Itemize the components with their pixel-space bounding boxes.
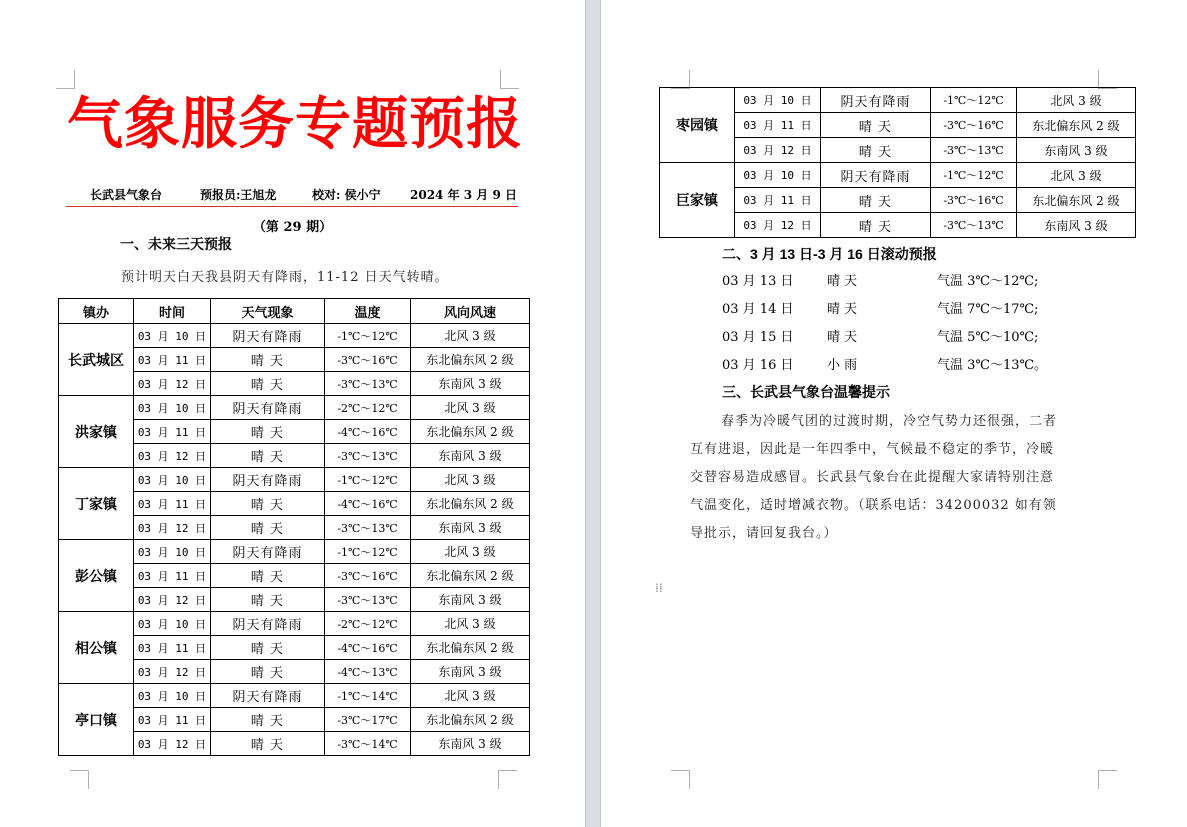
date-cell: 03 月 11 日 <box>134 420 211 444</box>
temp-cell: -3℃～13℃ <box>325 588 411 612</box>
rolling-temp: 气温 7℃～17℃; <box>937 302 1039 317</box>
rolling-weather: 晴 天 <box>827 274 858 289</box>
wind-cell: 东南风 3 级 <box>1017 213 1136 238</box>
weather-cell: 晴 天 <box>821 113 931 138</box>
weather-cell: 晴 天 <box>211 372 325 396</box>
town-name-cell: 丁家镇 <box>59 468 134 540</box>
tip-line: 春季为冷暖气团的过渡时期，冷空气势力还很强，二者 <box>721 414 1058 429</box>
temp-cell: -1℃～12℃ <box>325 540 411 564</box>
section-heading-2: 二、3 月 13 日-3 月 16 日滚动预报 <box>722 246 937 262</box>
temp-cell: -3℃～13℃ <box>325 372 411 396</box>
wind-cell: 北风 3 级 <box>1017 163 1136 188</box>
date-cell: 03 月 10 日 <box>134 396 211 420</box>
weather-cell: 阴天有降雨 <box>821 88 931 113</box>
rolling-date: 03 月 15 日 <box>722 330 794 345</box>
crop-mark <box>671 770 690 789</box>
section-heading-3: 三、长武县气象台温馨提示 <box>722 384 890 400</box>
weather-cell: 阴天有降雨 <box>211 468 325 492</box>
weather-cell: 阴天有降雨 <box>821 163 931 188</box>
temp-cell: -3℃～16℃ <box>931 188 1017 213</box>
rolling-date: 03 月 16 日 <box>722 358 794 373</box>
weather-cell: 阴天有降雨 <box>211 684 325 708</box>
weather-cell: 阴天有降雨 <box>211 324 325 348</box>
proofreader-name: 校对: 侯小宁 <box>312 188 381 202</box>
forecast-summary: 预计明天白天我县阴天有降雨，11-12 日天气转晴。 <box>121 270 449 285</box>
date-cell: 03 月 11 日 <box>134 636 211 660</box>
table-row <box>59 540 530 564</box>
table-row <box>660 163 1136 188</box>
weather-cell: 晴 天 <box>211 444 325 468</box>
temp-cell: -4℃～16℃ <box>325 492 411 516</box>
issue-date: 2024 年 3 月 9 日 <box>410 188 517 202</box>
date-cell: 03 月 12 日 <box>134 660 211 684</box>
date-cell: 03 月 10 日 <box>134 324 211 348</box>
date-cell: 03 月 10 日 <box>735 88 821 113</box>
temp-cell: -1℃～12℃ <box>931 88 1017 113</box>
town-name-cell: 彭公镇 <box>59 540 134 612</box>
table-header-row <box>59 299 530 324</box>
column-header: 时间 <box>134 299 211 324</box>
table-row <box>59 324 530 348</box>
table-row <box>660 88 1136 113</box>
weather-cell: 阴天有降雨 <box>211 612 325 636</box>
date-cell: 03 月 12 日 <box>735 213 821 238</box>
temp-cell: -1℃～12℃ <box>325 468 411 492</box>
temp-cell: -4℃～16℃ <box>325 636 411 660</box>
rolling-date: 03 月 13 日 <box>722 274 794 289</box>
wind-cell: 东北偏东风 2 级 <box>411 708 530 732</box>
weather-cell: 晴 天 <box>211 420 325 444</box>
wind-cell: 东南风 3 级 <box>1017 138 1136 163</box>
wind-cell: 北风 3 级 <box>411 612 530 636</box>
date-cell: 03 月 10 日 <box>134 684 211 708</box>
wind-cell: 东南风 3 级 <box>411 660 530 684</box>
weather-cell: 晴 天 <box>211 564 325 588</box>
wind-cell: 东南风 3 级 <box>411 372 530 396</box>
wind-cell: 北风 3 级 <box>411 396 530 420</box>
weather-cell: 晴 天 <box>211 516 325 540</box>
forecast-table <box>58 298 530 756</box>
table-row <box>59 396 530 420</box>
column-header: 天气现象 <box>211 299 325 324</box>
header-divider <box>66 206 518 207</box>
date-cell: 03 月 10 日 <box>134 540 211 564</box>
wind-cell: 东北偏东风 2 级 <box>411 348 530 372</box>
wind-cell: 东南风 3 级 <box>411 732 530 756</box>
temp-cell: -3℃～13℃ <box>325 444 411 468</box>
table-row <box>59 468 530 492</box>
crop-mark <box>498 770 517 789</box>
temp-cell: -3℃～16℃ <box>325 564 411 588</box>
table-row <box>59 684 530 708</box>
crop-mark <box>70 770 89 789</box>
wind-cell: 东北偏东风 2 级 <box>1017 188 1136 213</box>
page-gutter <box>585 0 601 827</box>
wind-cell: 北风 3 级 <box>411 468 530 492</box>
temp-cell: -3℃～14℃ <box>325 732 411 756</box>
town-name-cell: 枣园镇 <box>660 88 735 163</box>
column-header: 镇办 <box>59 299 134 324</box>
rolling-temp: 气温 5℃～10℃; <box>937 330 1039 345</box>
temp-cell: -2℃～12℃ <box>325 612 411 636</box>
weather-cell: 晴 天 <box>211 732 325 756</box>
weather-cell: 晴 天 <box>211 588 325 612</box>
temp-cell: -1℃～14℃ <box>325 684 411 708</box>
temp-cell: -3℃～16℃ <box>325 348 411 372</box>
weather-cell: 阴天有降雨 <box>211 396 325 420</box>
agency-name: 长武县气象台 <box>90 188 163 202</box>
date-cell: 03 月 11 日 <box>134 564 211 588</box>
temp-cell: -3℃～13℃ <box>931 213 1017 238</box>
document-page-1 <box>0 0 585 827</box>
warm-tip-paragraph <box>690 408 1102 548</box>
date-cell: 03 月 11 日 <box>134 492 211 516</box>
date-cell: 03 月 10 日 <box>134 468 211 492</box>
temp-cell: -3℃～17℃ <box>325 708 411 732</box>
rolling-temp: 气温 3℃～13℃。 <box>937 358 1048 373</box>
drag-handle-icon[interactable]: ⁞⁞ <box>655 581 663 595</box>
tip-line: 导批示，请回复我台。） <box>690 526 838 541</box>
date-cell: 03 月 10 日 <box>735 163 821 188</box>
date-cell: 03 月 12 日 <box>134 516 211 540</box>
temp-cell: -3℃～13℃ <box>325 516 411 540</box>
tip-line: 互有进退，因此是一年四季中，气候最不稳定的季节，冷暖 <box>690 442 1055 457</box>
date-cell: 03 月 12 日 <box>134 588 211 612</box>
weather-cell: 阴天有降雨 <box>211 540 325 564</box>
weather-cell: 晴 天 <box>821 138 931 163</box>
date-cell: 03 月 12 日 <box>735 138 821 163</box>
wind-cell: 北风 3 级 <box>1017 88 1136 113</box>
weather-cell: 晴 天 <box>211 708 325 732</box>
temp-cell: -1℃～12℃ <box>931 163 1017 188</box>
document-title: 气象服务专题预报 <box>67 91 523 157</box>
weather-cell: 晴 天 <box>821 213 931 238</box>
section-heading-1: 一、未来三天预报 <box>120 236 232 252</box>
weather-cell: 晴 天 <box>211 660 325 684</box>
rolling-temp: 气温 3℃～12℃; <box>937 274 1039 289</box>
date-cell: 03 月 11 日 <box>735 113 821 138</box>
column-header: 温度 <box>325 299 411 324</box>
date-cell: 03 月 12 日 <box>134 444 211 468</box>
wind-cell: 东北偏东风 2 级 <box>1017 113 1136 138</box>
tip-line: 交替容易造成感冒。长武县气象台在此提醒大家请特别注意 <box>690 470 1055 485</box>
town-name-cell: 洪家镇 <box>59 396 134 468</box>
rolling-weather: 晴 天 <box>827 302 858 317</box>
town-name-cell: 亭口镇 <box>59 684 134 756</box>
date-cell: 03 月 11 日 <box>134 708 211 732</box>
table-row <box>59 612 530 636</box>
weather-cell: 晴 天 <box>211 348 325 372</box>
weather-cell: 晴 天 <box>211 492 325 516</box>
temp-cell: -3℃～16℃ <box>931 113 1017 138</box>
temp-cell: -3℃～13℃ <box>931 138 1017 163</box>
weather-cell: 晴 天 <box>821 188 931 213</box>
forecast-table-continued <box>659 87 1136 238</box>
wind-cell: 北风 3 级 <box>411 684 530 708</box>
date-cell: 03 月 12 日 <box>134 732 211 756</box>
weather-cell: 晴 天 <box>211 636 325 660</box>
crop-mark <box>1098 770 1117 789</box>
temp-cell: -1℃～12℃ <box>325 324 411 348</box>
wind-cell: 北风 3 级 <box>411 324 530 348</box>
date-cell: 03 月 12 日 <box>134 372 211 396</box>
rolling-weather: 小 雨 <box>827 358 858 373</box>
column-header: 风向风速 <box>411 299 530 324</box>
tip-line: 气温变化，适时增减衣物。（联系电话：34200032 如有领 <box>690 498 1057 513</box>
wind-cell: 北风 3 级 <box>411 540 530 564</box>
town-name-cell: 相公镇 <box>59 612 134 684</box>
town-name-cell: 巨家镇 <box>660 163 735 238</box>
wind-cell: 东南风 3 级 <box>411 444 530 468</box>
town-name-cell: 长武城区 <box>59 324 134 396</box>
wind-cell: 东北偏东风 2 级 <box>411 564 530 588</box>
date-cell: 03 月 11 日 <box>735 188 821 213</box>
issue-number: （第 29 期） <box>252 220 333 235</box>
wind-cell: 东南风 3 级 <box>411 588 530 612</box>
temp-cell: -2℃～12℃ <box>325 396 411 420</box>
temp-cell: -4℃～16℃ <box>325 420 411 444</box>
forecaster-name: 预报员:王旭龙 <box>200 188 277 202</box>
date-cell: 03 月 11 日 <box>134 348 211 372</box>
rolling-weather: 晴 天 <box>827 330 858 345</box>
wind-cell: 东北偏东风 2 级 <box>411 636 530 660</box>
temp-cell: -4℃～13℃ <box>325 660 411 684</box>
date-cell: 03 月 10 日 <box>134 612 211 636</box>
document-meta-line <box>66 186 518 204</box>
wind-cell: 东北偏东风 2 级 <box>411 420 530 444</box>
wind-cell: 东北偏东风 2 级 <box>411 492 530 516</box>
wind-cell: 东南风 3 级 <box>411 516 530 540</box>
rolling-date: 03 月 14 日 <box>722 302 794 317</box>
